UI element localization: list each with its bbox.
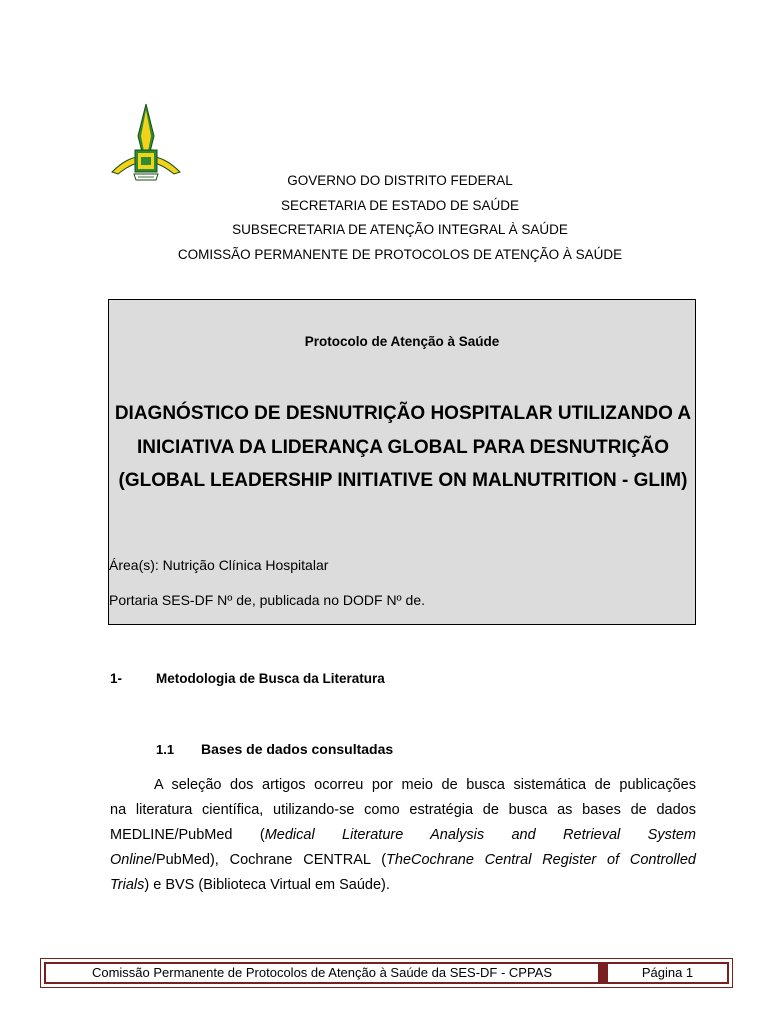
protocol-area: Área(s): Nutrição Clínica Hospitalar [109, 557, 329, 573]
paragraph-italic-text: Trials [110, 877, 145, 893]
paragraph-italic-text: Online [110, 852, 152, 868]
header-subsecretariat: SUBSECRETARIA DE ATENÇÃO INTEGRAL À SAÚDE [232, 222, 568, 237]
footer-page-number: Página 1 [606, 962, 729, 984]
paragraph-text: ) e BVS (Biblioteca Virtual em Saúde). [144, 877, 390, 893]
section-1-1-title: Bases de dados consultadas [201, 741, 394, 757]
paragraph-line-5 [110, 873, 696, 898]
paragraph-italic-text: TheCochrane Central Register of Controlled [386, 852, 696, 868]
paragraph-italic-text: Medical Literature Analysis and Retrieval System [264, 827, 696, 843]
header-government: GOVERNO DO DISTRITO FEDERAL [287, 173, 513, 188]
paragraph-line-1: A seleção dos artigos ocorreu por meio de busca sistemática de publicações [154, 777, 696, 793]
paragraph-line-2: na literatura científica, utilizando-se como estratégia de busca as bases de dados [110, 802, 696, 818]
paragraph-text: /PubMed), Cochrane CENTRAL ( [151, 852, 387, 868]
section-1-1-number: 1.1 [156, 742, 175, 757]
paragraph-line-4 [110, 848, 696, 873]
protocol-title-box [108, 299, 696, 625]
protocol-title: DIAGNÓSTICO DE DESNUTRIÇÃO HOSPITALAR UTILIZANDO A INICIATIVA DA LIDERANÇA GLOBAL PARA DESNUTRIÇÃO (GLOBAL LEADERSHIP INITIATIVE ON MALNUTRITION - GLIM) [114, 403, 692, 491]
paragraph-line-3 [110, 823, 696, 848]
section-1-number: 1- [110, 671, 123, 686]
header-commission: COMISSÃO PERMANENTE DE PROTOCOLOS DE ATENÇÃO À SAÚDE [177, 247, 623, 262]
paragraph-text: MEDLINE/PubMed ( [110, 827, 265, 843]
protocol-label: Protocolo de Atenção à Saúde [304, 334, 500, 349]
protocol-portaria: Portaria SES-DF Nº de, publicada no DODF Nº de. [109, 592, 426, 608]
footer-commission: Comissão Permanente de Protocolos de Atenção à Saúde da SES-DF - CPPAS [44, 962, 600, 984]
header-secretariat: SECRETARIA DE ESTADO DE SAÚDE [280, 198, 520, 213]
section-1-title: Metodologia de Busca da Literatura [156, 671, 385, 686]
